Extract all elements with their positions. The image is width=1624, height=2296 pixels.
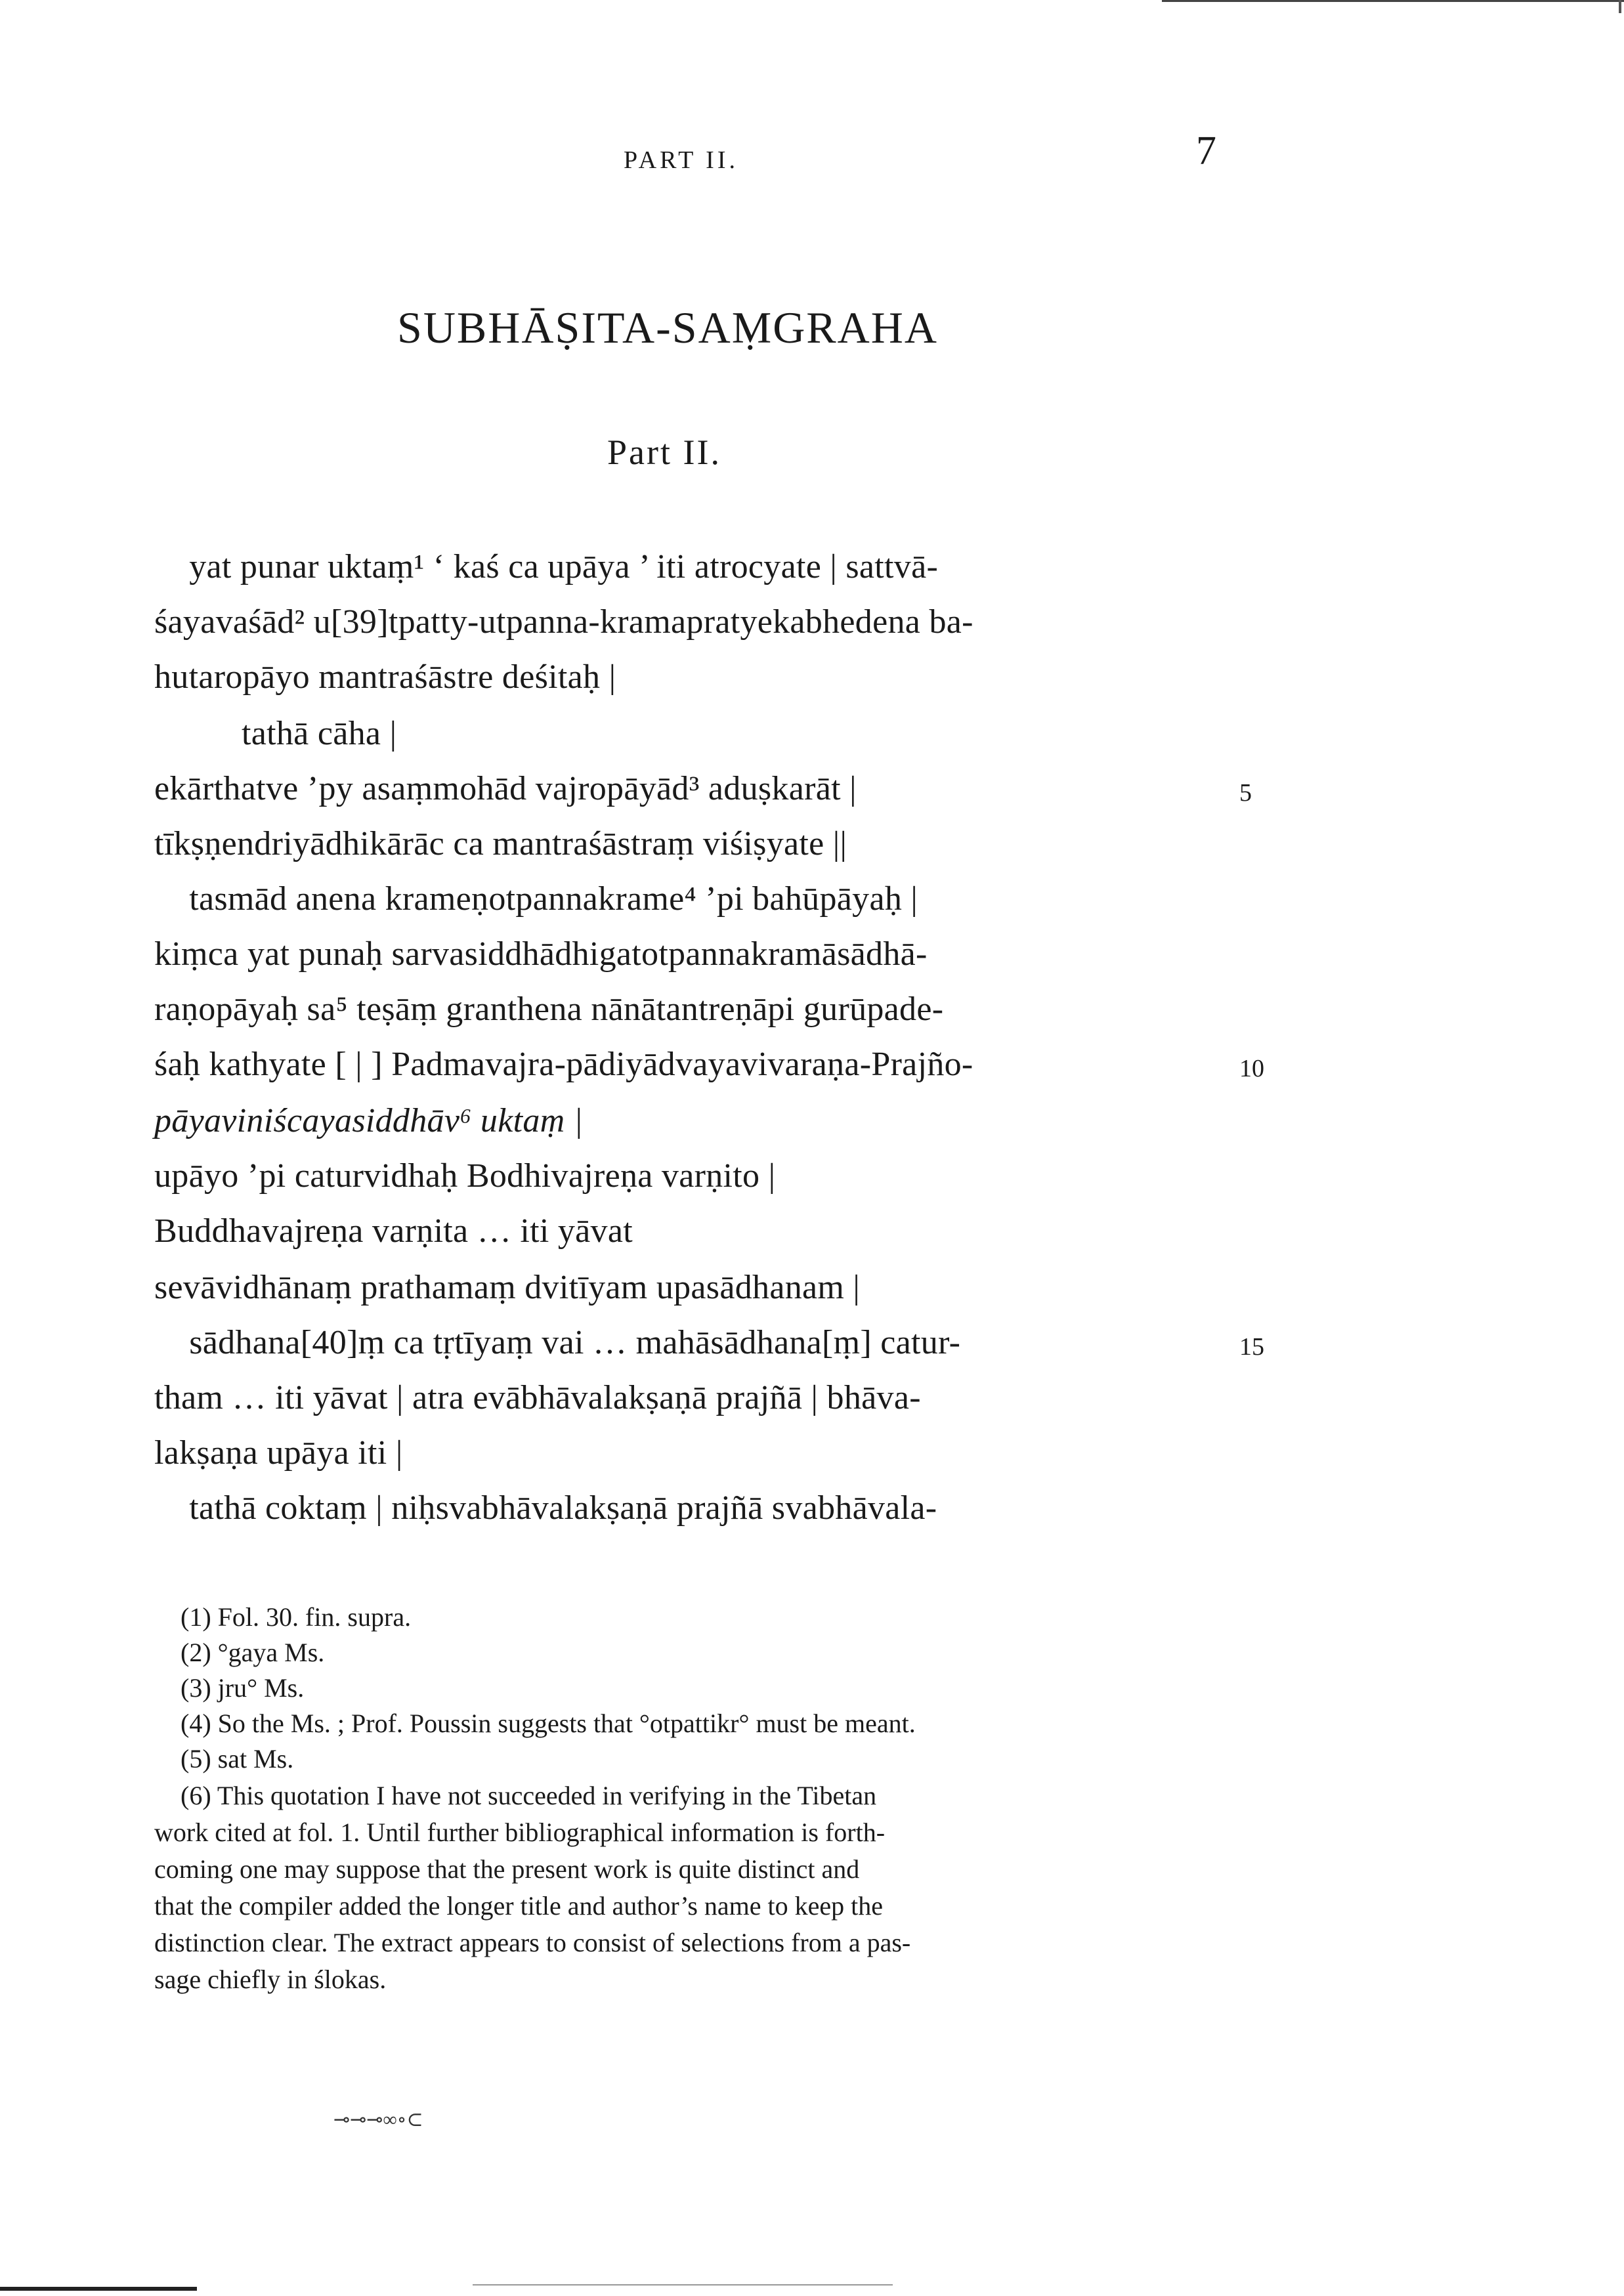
- body-line: sādhana[40]ṃ ca tṛtīyaṃ vai … mahāsādhana[ṃ] catur-: [154, 1324, 961, 1361]
- main-title: SUBHĀṢITA-SAṂGRAHA: [397, 303, 938, 352]
- line-number: 5: [1239, 779, 1252, 807]
- footnote-continuation: distinction clear. The extract appears to consist of selections from a pas-: [154, 1928, 911, 1957]
- body-line: tathā coktaṃ | niḥsvabhāvalakṣaṇā prajñā svabhāvala-: [154, 1489, 937, 1527]
- footnote: (3) jru° Ms.: [181, 1673, 305, 1703]
- tailpiece-ornament: ⊸⊸⊸∞∘⊂: [333, 2109, 423, 2131]
- body-line: kiṃca yat punaḥ sarvasiddhādhigatotpannakramāsādhā-: [154, 935, 928, 973]
- footnote: (1) Fol. 30. fin. supra.: [181, 1602, 412, 1632]
- scan-edge-bottom: [0, 2287, 197, 2291]
- footnote: (5) sat Ms.: [181, 1744, 294, 1774]
- scan-edge-bottom-faint: [473, 2284, 893, 2285]
- footnote-continuation: sage chiefly in ślokas.: [154, 1965, 387, 1994]
- footnote: (4) So the Ms. ; Prof. Poussin suggests that °otpattikr° must be meant.: [181, 1709, 916, 1738]
- scan-edge-top: [1162, 0, 1624, 2]
- page-number: 7: [1196, 129, 1216, 173]
- footnote-continuation: coming one may suppose that the present work is quite distinct and: [154, 1854, 860, 1884]
- body-line: tasmād anena krameṇotpannakrame⁴ ’pi bahūpāyaḥ |: [154, 880, 918, 918]
- body-line: pāyaviniścayasiddhāv⁶ uktaṃ |: [154, 1102, 584, 1139]
- body-line: śaḥ kathyate [ | ] Padmavajra-pādiyādvayavivaraṇa-Prajño-: [154, 1046, 973, 1083]
- body-line: tīkṣṇendriyādhikārāc ca mantraśāstraṃ viśiṣyate ||: [154, 825, 847, 862]
- footnote-continuation: work cited at fol. 1. Until further bibliographical information is forth-: [154, 1818, 886, 1847]
- body-line: yat punar uktaṃ¹ ‘ kaś ca upāya ’ iti atrocyate | sattvā-: [154, 548, 939, 585]
- body-line: Buddhavajreṇa varṇita … iti yāvat: [154, 1212, 633, 1250]
- body-line: upāyo ’pi caturvidhaḥ Bodhivajreṇa varṇito |: [154, 1157, 776, 1195]
- part-heading: Part II.: [607, 433, 721, 472]
- body-line: sevāvidhānaṃ prathamaṃ dvitīyam upasādhanam |: [154, 1269, 861, 1306]
- body-line: lakṣaṇa upāya iti |: [154, 1434, 403, 1472]
- line-number: 10: [1239, 1055, 1264, 1082]
- body-line: śayavaśād² u[39]tpatty-utpanna-kramapratyekabhedena ba-: [154, 603, 973, 641]
- scan-edge-right: [1619, 0, 1621, 13]
- line-number: 15: [1239, 1333, 1264, 1361]
- footnote-continuation: that the compiler added the longer title and author’s name to keep the: [154, 1891, 883, 1921]
- body-line: hutaropāyo mantraśāstre deśitaḥ |: [154, 658, 616, 696]
- running-head: PART II.: [624, 146, 738, 174]
- body-line: ekārthatve ’py asaṃmohād vajropāyād³ aduṣkarāt |: [154, 770, 857, 807]
- body-line: tathā cāha |: [154, 715, 397, 752]
- body-line: raṇopāyaḥ sa⁵ teṣāṃ granthena nānātantreṇāpi gurūpade-: [154, 990, 944, 1028]
- footnote: (6) This quotation I have not succeeded in verifying in the Tibetan: [181, 1781, 877, 1810]
- footnote: (2) °gaya Ms.: [181, 1638, 325, 1667]
- body-line: tham … iti yāvat | atra evābhāvalakṣaṇā prajñā | bhāva-: [154, 1379, 921, 1416]
